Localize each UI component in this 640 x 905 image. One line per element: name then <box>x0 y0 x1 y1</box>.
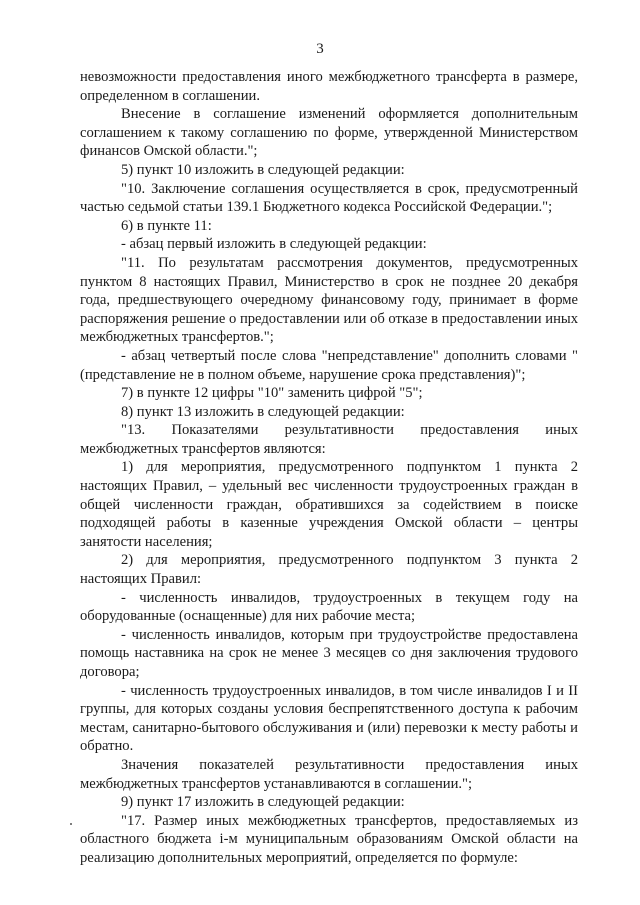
paragraph: 2) для мероприятия, предусмотренного подпунктом 3 пункта 2 настоящих Правил: <box>80 552 578 588</box>
paragraph: "11. По результатам рассмотрения документов, предусмотренных пунктом 8 настоящих Правил, Министерство в срок не позднее 20 декабря года, предшествующего очередному финансовому году, принимает в форме распоряжения решение о предоставлении или об отказе в предоставлении иных межбюджетных трансфертов."; <box>80 254 578 346</box>
paragraph: - абзац четвертый после слова "непредставление" дополнить словами "(представление не в полном объеме, нарушение срока представления)"; <box>80 347 578 383</box>
page-number: 3 <box>316 41 324 57</box>
paragraph: Внесение в соглашение изменений оформляется дополнительным соглашением к такому соглашению по форме, утвержденной Министерством финансов Омской области."; <box>80 106 578 160</box>
paragraph: "13. Показателями результативности предоставления иных межбюджетных трансфертов являются: <box>80 422 578 457</box>
paragraph: Значения показателей результативности предоставления иных межбюджетных трансфертов устанавливаются в соглашении."; <box>80 756 578 792</box>
paragraph: 8) пункт 13 изложить в следующей редакции: <box>121 403 405 420</box>
paragraph: 6) в пункте 11: <box>121 217 212 234</box>
paragraph: - численность трудоустроенных инвалидов, в том числе инвалидов I и II группы, для которых созданы условия беспрепятственного доступа к рабочим местам, санитарно-бытового обслуживания и (или) перевозки к месту работы и обратно. <box>80 682 578 755</box>
paragraph: невозможности предоставления иного межбюджетного трансферта в размере, определенном в соглашении. <box>80 69 578 104</box>
paragraph: - численность инвалидов, которым при трудоустройстве предоставлена помощь наставника на срок не менее 3 месяцев со дня заключения трудового договора; <box>80 626 578 680</box>
paragraph: 7) в пункте 12 цифры "10" заменить цифрой "5"; <box>121 385 423 402</box>
paragraph: "10. Заключение соглашения осуществляется в срок, предусмотренный частью седьмой статьи 139.1 Бюджетного кодекса Российской Федерации."; <box>80 180 578 216</box>
paragraph: 9) пункт 17 изложить в следующей редакции: <box>121 794 405 811</box>
paragraph: 1) для мероприятия, предусмотренного подпунктом 1 пункта 2 настоящих Правил, – удельный вес численности трудоустроенных граждан в общей численности граждан, обратившихся за содействием в поиске подходящей работы в казенные учреждения Омской области – центры занятости населения; <box>80 459 578 550</box>
scan-speck <box>70 823 72 825</box>
document-body <box>80 68 578 868</box>
paragraph: "17. Размер иных межбюджетных трансфертов, предоставляемых из областного бюджета i-м муниципальным образованиям Омской области на реализацию дополнительных мероприятий, определяется по формуле: <box>80 812 578 866</box>
paragraph: 5) пункт 10 изложить в следующей редакции: <box>121 161 405 178</box>
paragraph: - абзац первый изложить в следующей редакции: <box>121 236 427 253</box>
paragraph: - численность инвалидов, трудоустроенных в текущем году на оборудованные (оснащенные) для них рабочие места; <box>80 589 578 625</box>
